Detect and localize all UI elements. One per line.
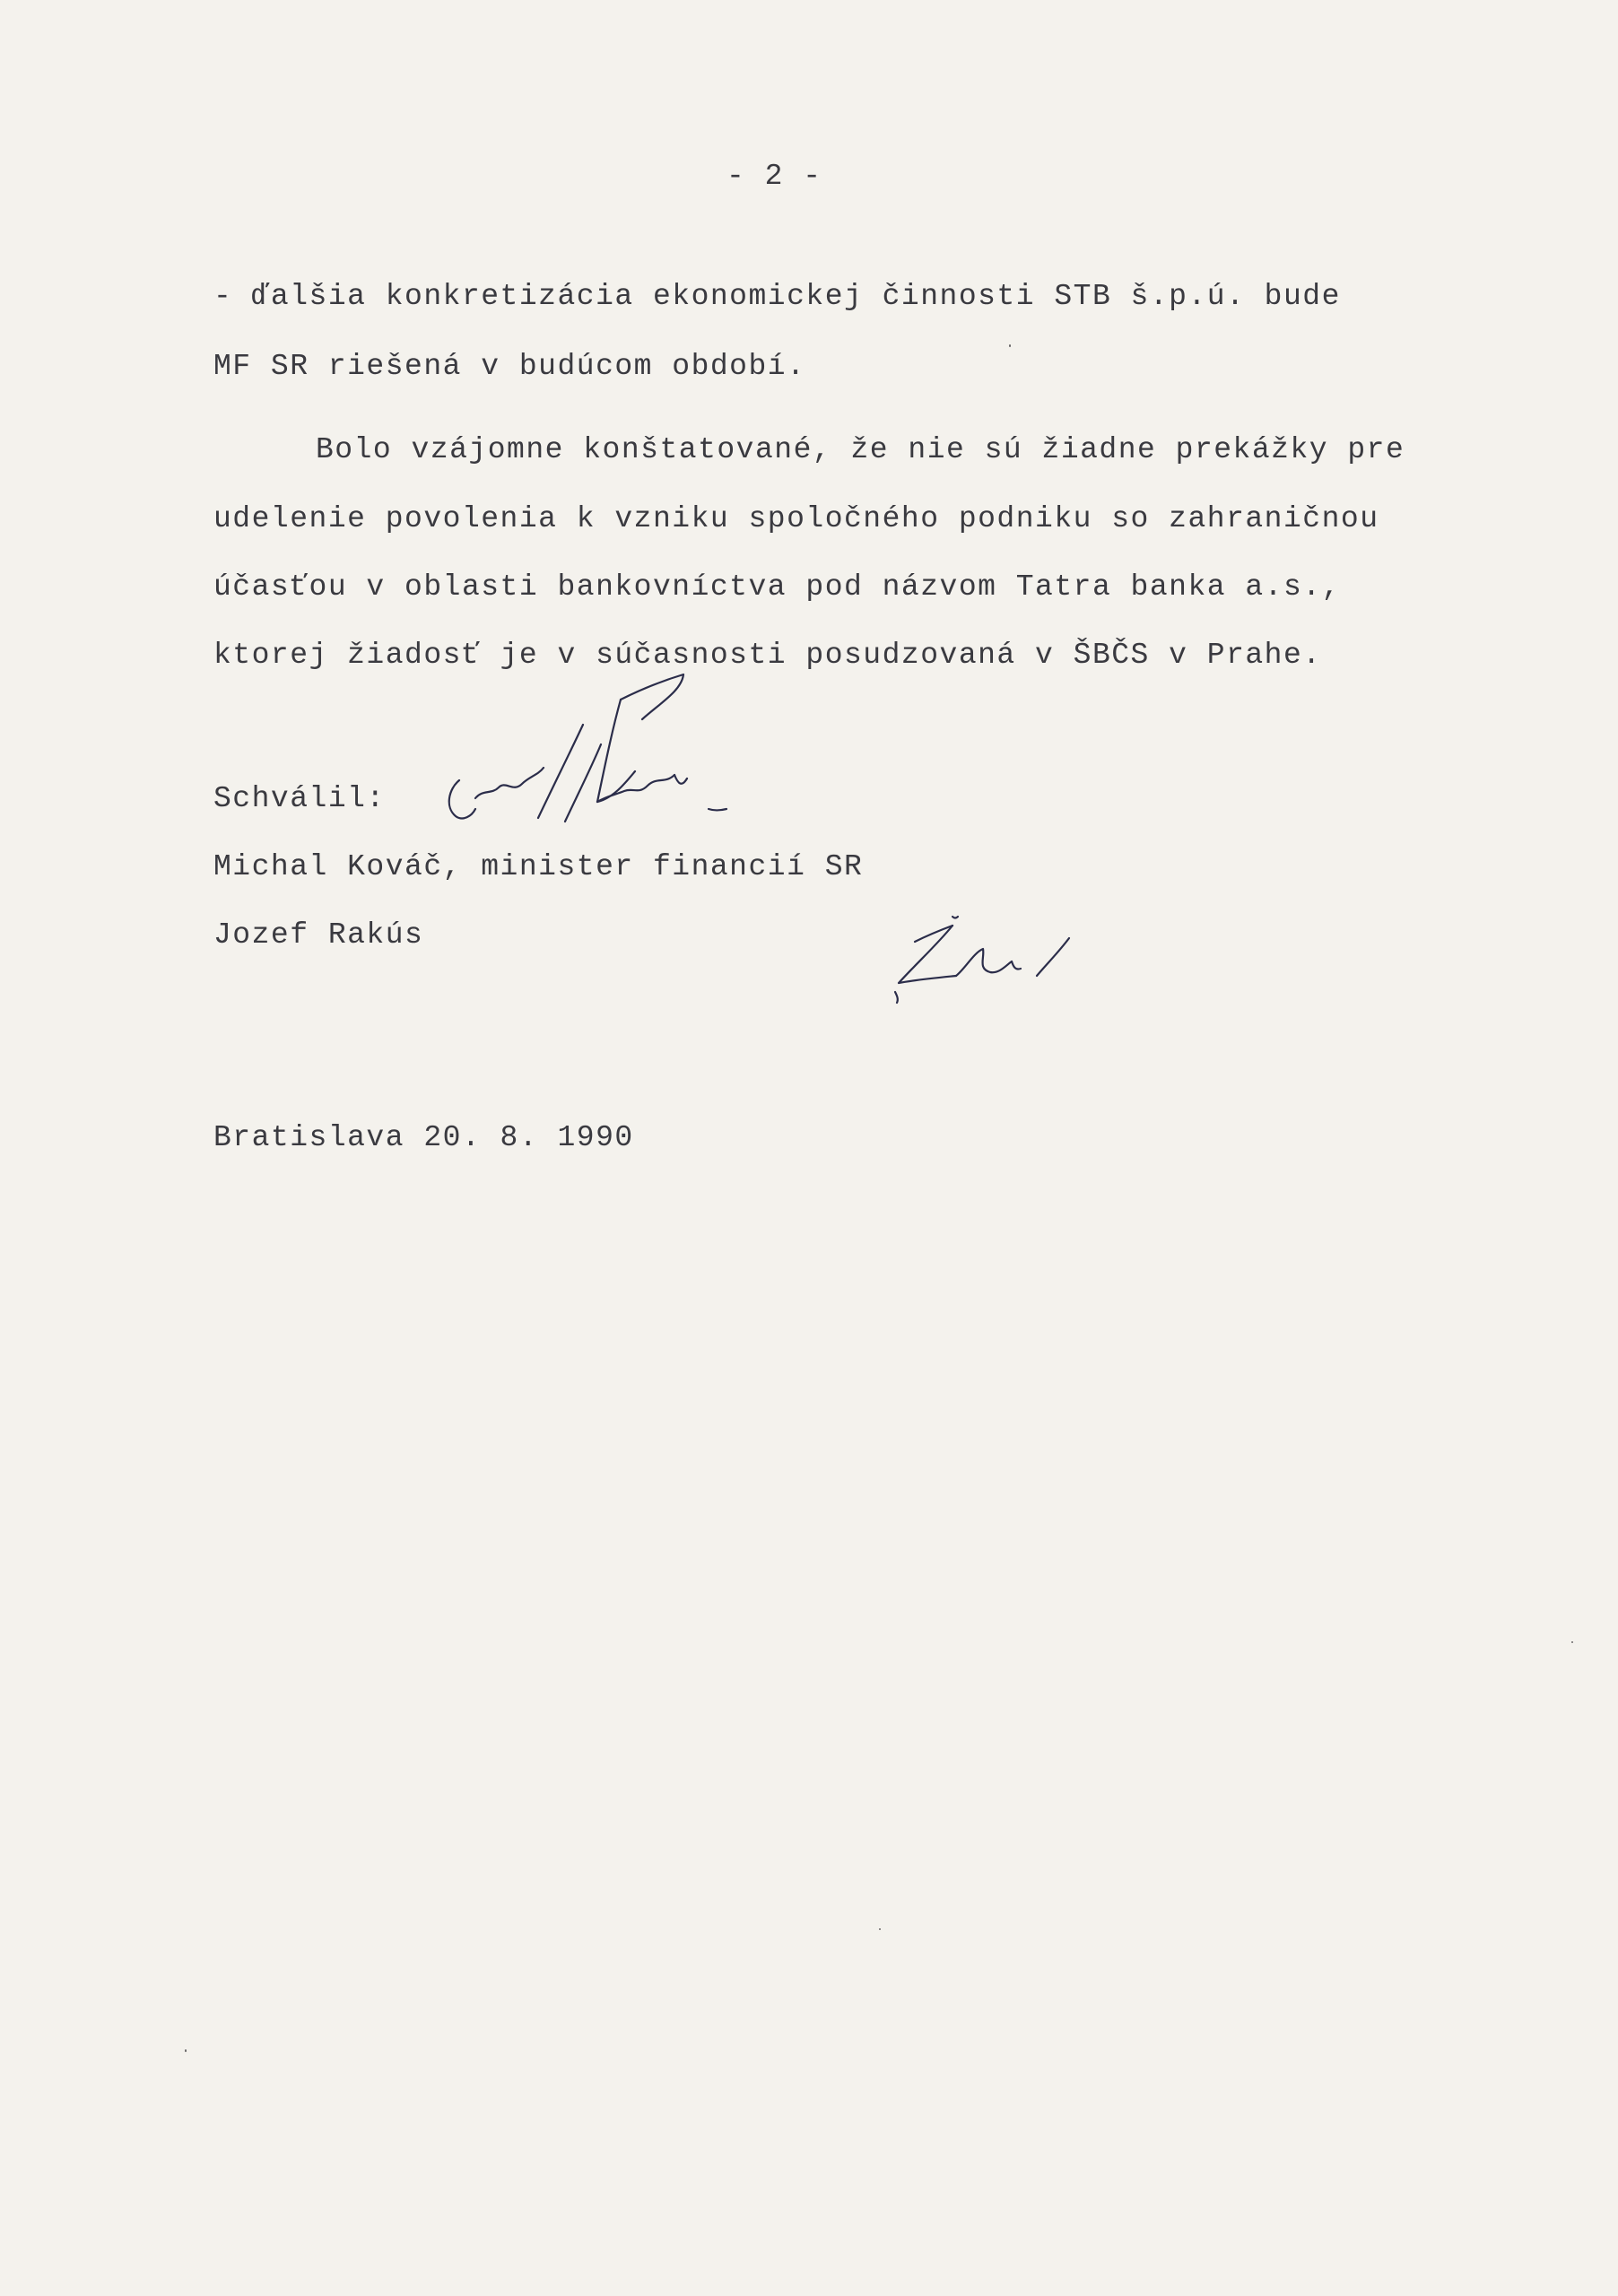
paragraph-1-line-1: - ďalšia konkretizácia ekonomickej činnosti STB š.p.ú. bude [213,280,1341,313]
scan-speck [1009,344,1011,347]
place-and-date: Bratislava 20. 8. 1990 [213,1121,634,1154]
paragraph-1-line-2: MF SR riešená v budúcom období. [213,350,806,383]
scan-speck [1571,1641,1573,1643]
handwritten-signature-kovac [413,664,789,843]
handwritten-signature-rakus [879,906,1112,1004]
paragraph-2-line-1: Bolo vzájomne konštatované, že nie sú žiadne prekážky pre [316,433,1405,466]
page-number: - 2 - [726,160,822,193]
paragraph-2-line-2: udelenie povolenia k vzniku spoločného podniku so zahraničnou [213,502,1379,535]
paragraph-2-line-3: účasťou v oblasti bankovníctva pod názvom Tatra banka a.s., [213,570,1341,604]
paragraph-2-line-4: ktorej žiadosť je v súčasnosti posudzovaná v ŠBČS v Prahe. [213,639,1322,672]
signatory-rakus: Jozef Rakús [213,918,424,952]
signatory-kovac: Michal Kováč, minister financií SR [213,850,864,883]
approval-label: Schválil: [213,782,386,815]
scan-speck [185,2049,187,2052]
scan-speck [879,1928,881,1930]
